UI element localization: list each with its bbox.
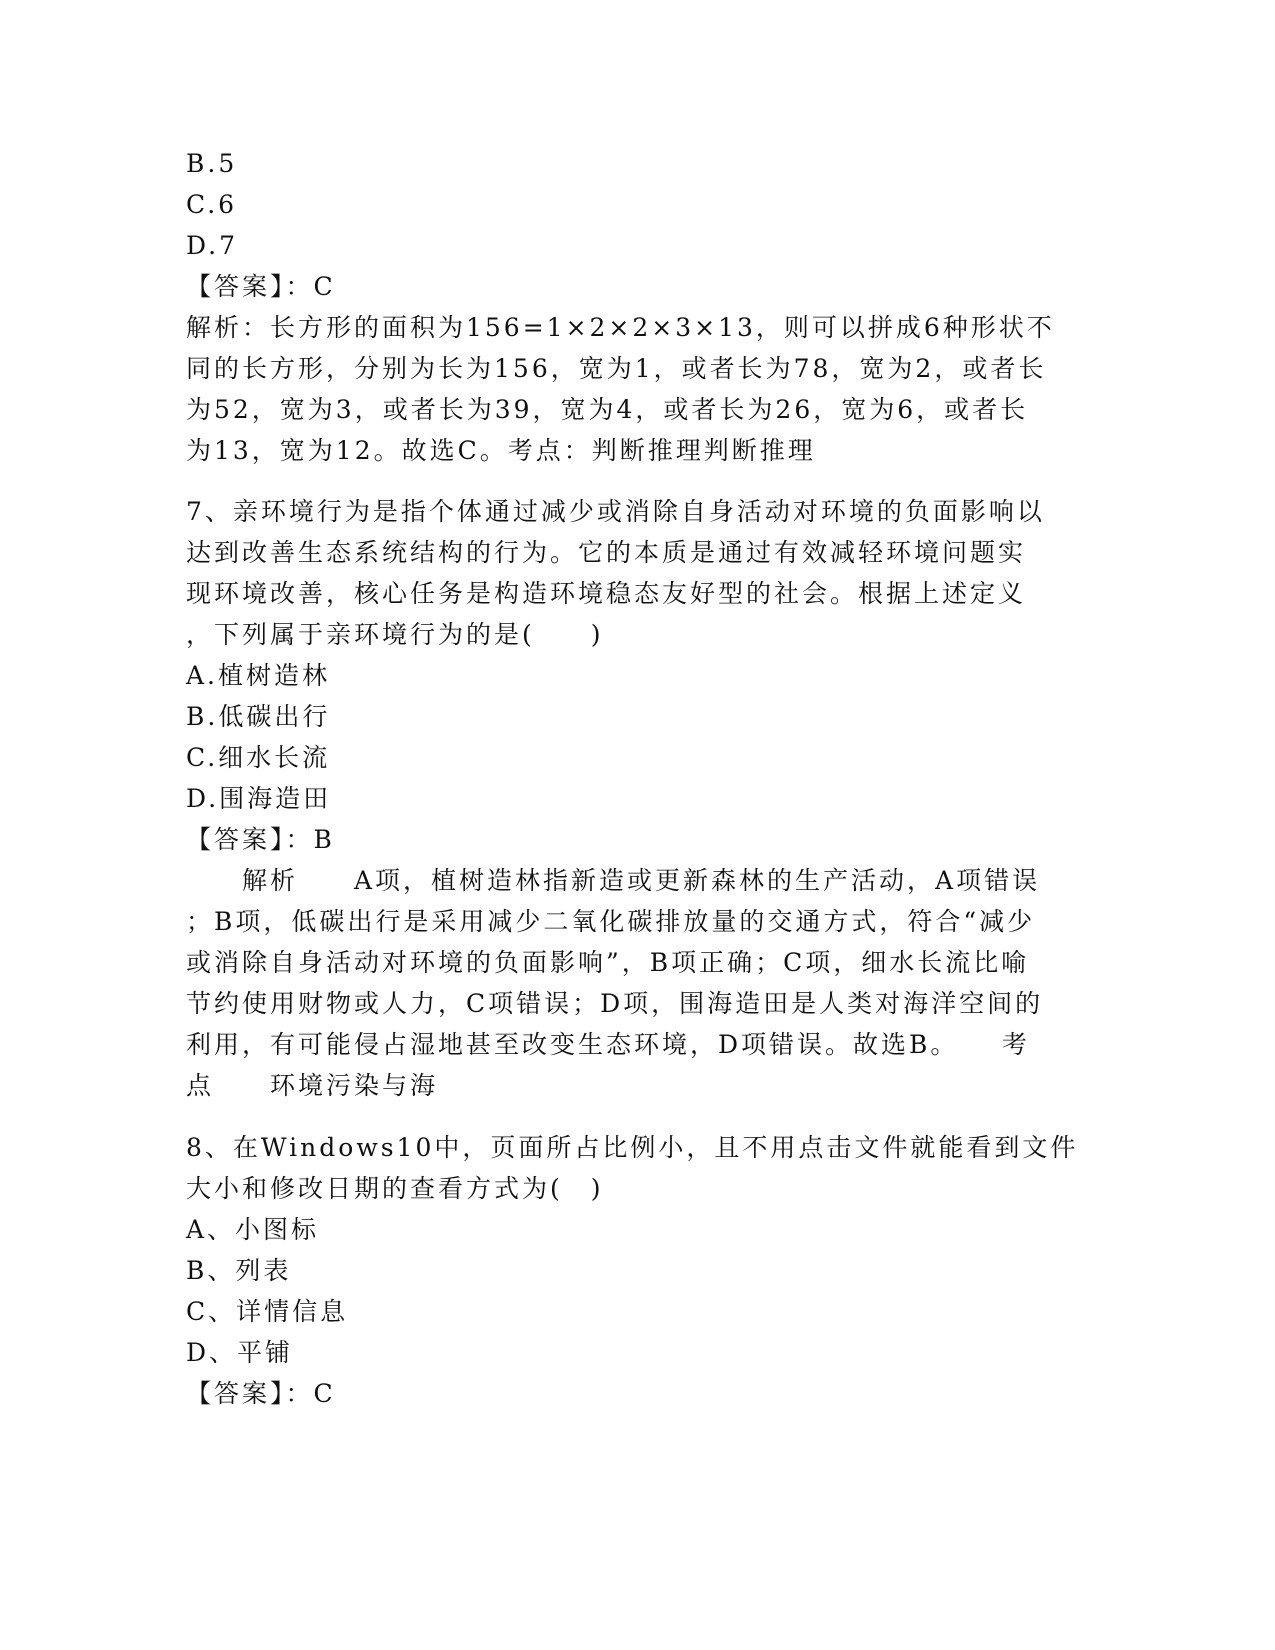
q7-question-line: 达到改善生态系统结构的行为。它的本质是通过有效减轻环境问题实 bbox=[186, 538, 1027, 567]
q8-question-line: 大小和修改日期的查看方式为( ) bbox=[186, 1174, 604, 1203]
q7-analysis-line: 利用，有可能侵占湿地甚至改变生态环境，D项错误。故选B。 考 bbox=[186, 1030, 1030, 1059]
q7-analysis-line: 点 环境污染与海 bbox=[186, 1071, 439, 1100]
q7-answer: 【答案】：B bbox=[186, 825, 335, 854]
q7-option-a: A.植树造林 bbox=[186, 661, 331, 690]
q7-analysis-line: ；B项，低碳出行是采用减少二氧化碳排放量的交通方式，符合“减少 bbox=[186, 907, 1036, 936]
q8-question-line: 8、在Windows10中，页面所占比例小，且不用点击文件就能看到文件 bbox=[186, 1133, 1079, 1162]
q7-question-line: 现环境改善，核心任务是构造环境稳态友好型的社会。根据上述定义 bbox=[186, 579, 1027, 608]
q6-analysis-line: 为52，宽为3，或者长为39，宽为4，或者长为26，宽为6，或者长 bbox=[186, 395, 1029, 424]
q6-option-b: B.5 bbox=[186, 149, 238, 178]
q6-answer: 【答案】：C bbox=[186, 272, 336, 301]
q6-analysis-line: 同的长方形，分别为长为156，宽为1，或者长为78，宽为2，或者长 bbox=[186, 354, 1047, 383]
q7-analysis-line: 节约使用财物或人力，C项错误；D项，围海造田是人类对海洋空间的 bbox=[186, 989, 1044, 1018]
q7-question-line: 7、亲环境行为是指个体通过减少或消除自身活动对环境的负面影响以 bbox=[186, 497, 1045, 526]
q7-question-line: ，下列属于亲环境行为的是( ) bbox=[186, 620, 604, 649]
q8-option-a: A、小图标 bbox=[186, 1215, 320, 1244]
q8-option-b: B、列表 bbox=[186, 1256, 292, 1285]
q7-option-c: C.细水长流 bbox=[186, 743, 331, 772]
q6-analysis-line: 为13，宽为12。故选C。考点：判断推理判断推理 bbox=[186, 436, 816, 465]
q8-answer: 【答案】：C bbox=[186, 1379, 336, 1408]
q6-analysis-line: 解析：长方形的面积为156=1×2×2×3×13，则可以拼成6种形状不 bbox=[186, 313, 1055, 342]
q8-option-d: D、平铺 bbox=[186, 1338, 294, 1367]
q7-analysis-line: 或消除自身活动对环境的负面影响”，B项正确；C项，细水长流比喻 bbox=[186, 948, 1030, 977]
q7-option-d: D.围海造田 bbox=[186, 784, 332, 813]
q6-option-d: D.7 bbox=[186, 231, 239, 260]
q7-analysis-line: 解析 A项，植树造林指新造或更新森林的生产活动，A项错误 bbox=[186, 866, 1041, 895]
q8-option-c: C、详情信息 bbox=[186, 1297, 349, 1326]
q6-option-c: C.6 bbox=[186, 190, 238, 219]
q7-option-b: B.低碳出行 bbox=[186, 702, 331, 731]
